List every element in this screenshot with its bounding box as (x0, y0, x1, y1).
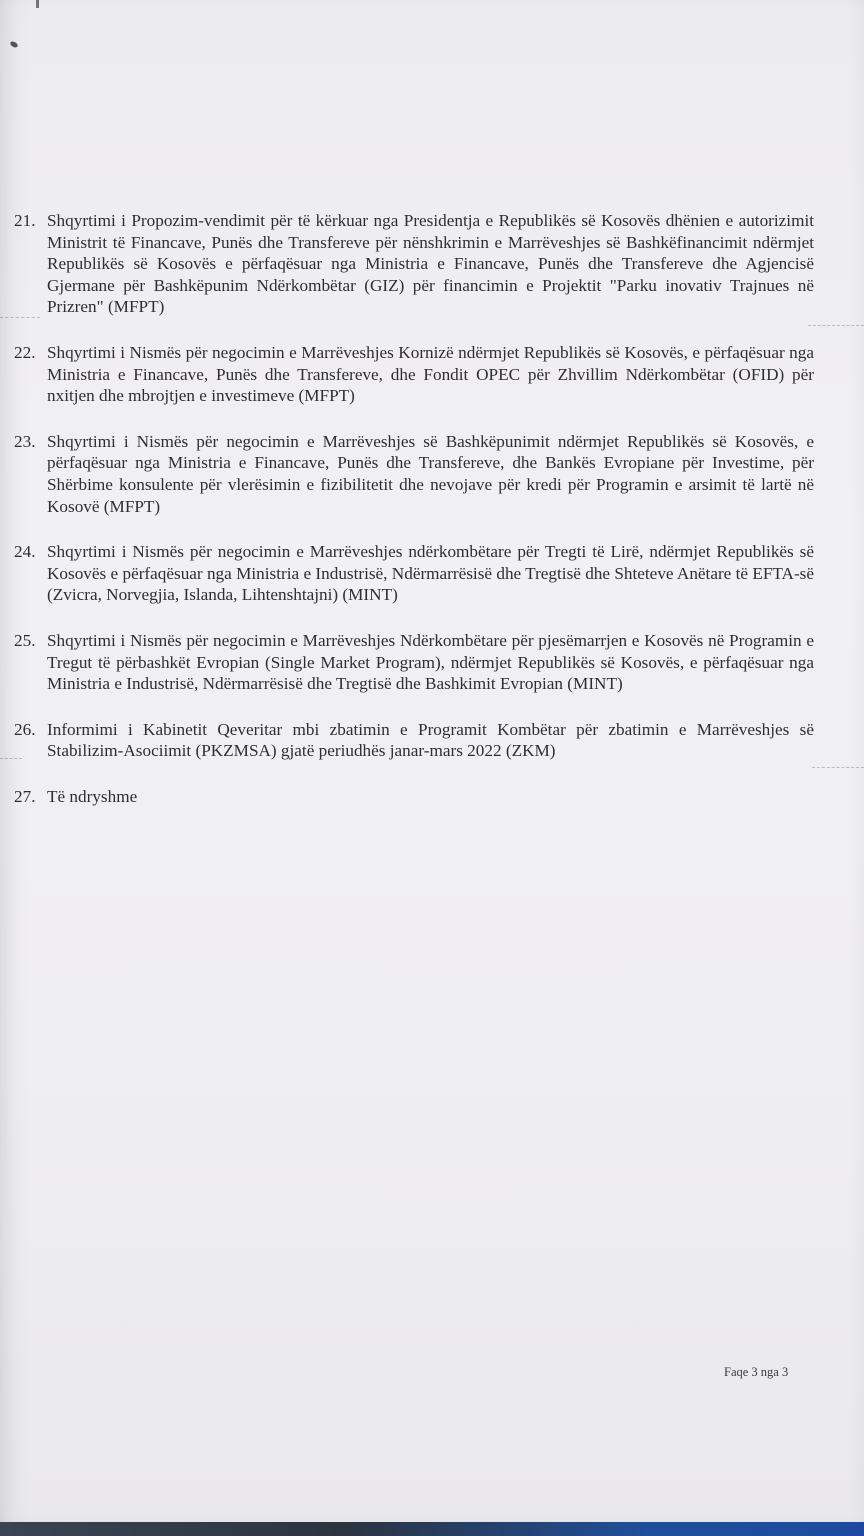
agenda-item-23 (14, 431, 814, 517)
agenda-item-26 (14, 719, 814, 762)
scan-artifact-line (812, 767, 864, 768)
edge-mark (36, 0, 39, 8)
background-surface (0, 1522, 864, 1536)
item-number: 21. (14, 211, 36, 230)
ink-spot (9, 40, 18, 48)
item-text: Shqyrtimi i Nismës për negocimin e Marrëveshjes Kornizë ndërmjet Republikës së Kosovës, e përfaqësuar nga Ministria e Financave, Punës dhe Transfereve, dhe Fondit OPEC për Zhvillim Ndërkombëtar (OFID) për nxitjen dhe mbrojtjen e investimeve (MFPT) (47, 342, 814, 406)
item-text: Shqyrtimi i Nismës për negocimin e Marrëveshjes Ndërkombëtare për pjesëmarrjen e Kosovës në Programin e Tregut të përbashkët Evropian (Single Market Program), ndërmjet Republikës së Kosovës, e përfaqësuar nga Ministria e Industrisë, Ndërmarrësisë dhe Tregtisë dhe Bashkimit Evropian (MINT) (47, 630, 814, 694)
agenda-item-24 (14, 541, 814, 606)
item-number: 24. (14, 542, 36, 562)
item-number: 27. (14, 786, 36, 806)
item-text: Shqyrtimi i Nismës për negocimin e Marrëveshjes ndërkombëtare për Tregti të Lirë, ndërmjet Republikës së Kosovës e përfaqësuar nga Ministria e Industrisë, Ndërmarrësisë dhe Tregtisë dhe Shteteve Anëtare të EFTA-së (Zvicra, Norvegjia, Islanda, Lihtenshtajni) (MINT) (47, 542, 814, 605)
page-number: Faqe 3 nga 3 (724, 1365, 789, 1379)
item-text: Informimi i Kabinetit Qeveritar mbi zbatimin e Programit Kombëtar për zbatimin e Marrëveshjes së Stabilizim-Asociimit (PKZMSA) gjatë periudhës janar-mars 2022 (ZKM) (47, 719, 814, 761)
agenda-list (14, 210, 814, 831)
agenda-item-21 (14, 210, 814, 318)
agenda-item-25 (14, 630, 814, 695)
item-number: 25. (14, 630, 36, 650)
scan-artifact-line (0, 758, 22, 759)
scan-artifact-line (0, 317, 40, 318)
agenda-item-22 (14, 342, 814, 407)
agenda-item-27 (14, 786, 814, 808)
item-number: 23. (14, 431, 36, 451)
item-number: 26. (14, 719, 36, 739)
scan-artifact-line (808, 325, 864, 326)
item-text: Të ndryshme (47, 786, 138, 806)
item-text: Shqyrtimi i Nismës për negocimin e Marrëveshjes së Bashkëpunimit ndërmjet Republikës së Kosovës, e përfaqësuar nga Ministria e Financave, Punës dhe Transfereve, dhe Bankës Evropiane për Investime, për Shërbime konsulente për vlerësimin e fizibilitetit dhe nevojave për kredi për Programin e arsimit të lartë në Kosovë (MFPT) (47, 431, 814, 516)
item-number: 22. (14, 342, 36, 362)
item-text: Shqyrtimi i Propozim-vendimit për të kërkuar nga Presidentja e Republikës së Kosovës dhënien e autorizimit Ministrit të Financave, Punës dhe Transfereve për nënshkrimin e Marrëveshjes së Bashkëfinancimit ndërmjet Republikës së Kosovës e përfaqësuar nga Ministria e Financave, Punës dhe Transfereve dhe Agjencisë Gjermane për Bashkëpunim Ndërkombëtar (GIZ) për financimin e Projektit "Parku inovativ Trajnues në Prizren" (MFPT) (47, 211, 814, 317)
